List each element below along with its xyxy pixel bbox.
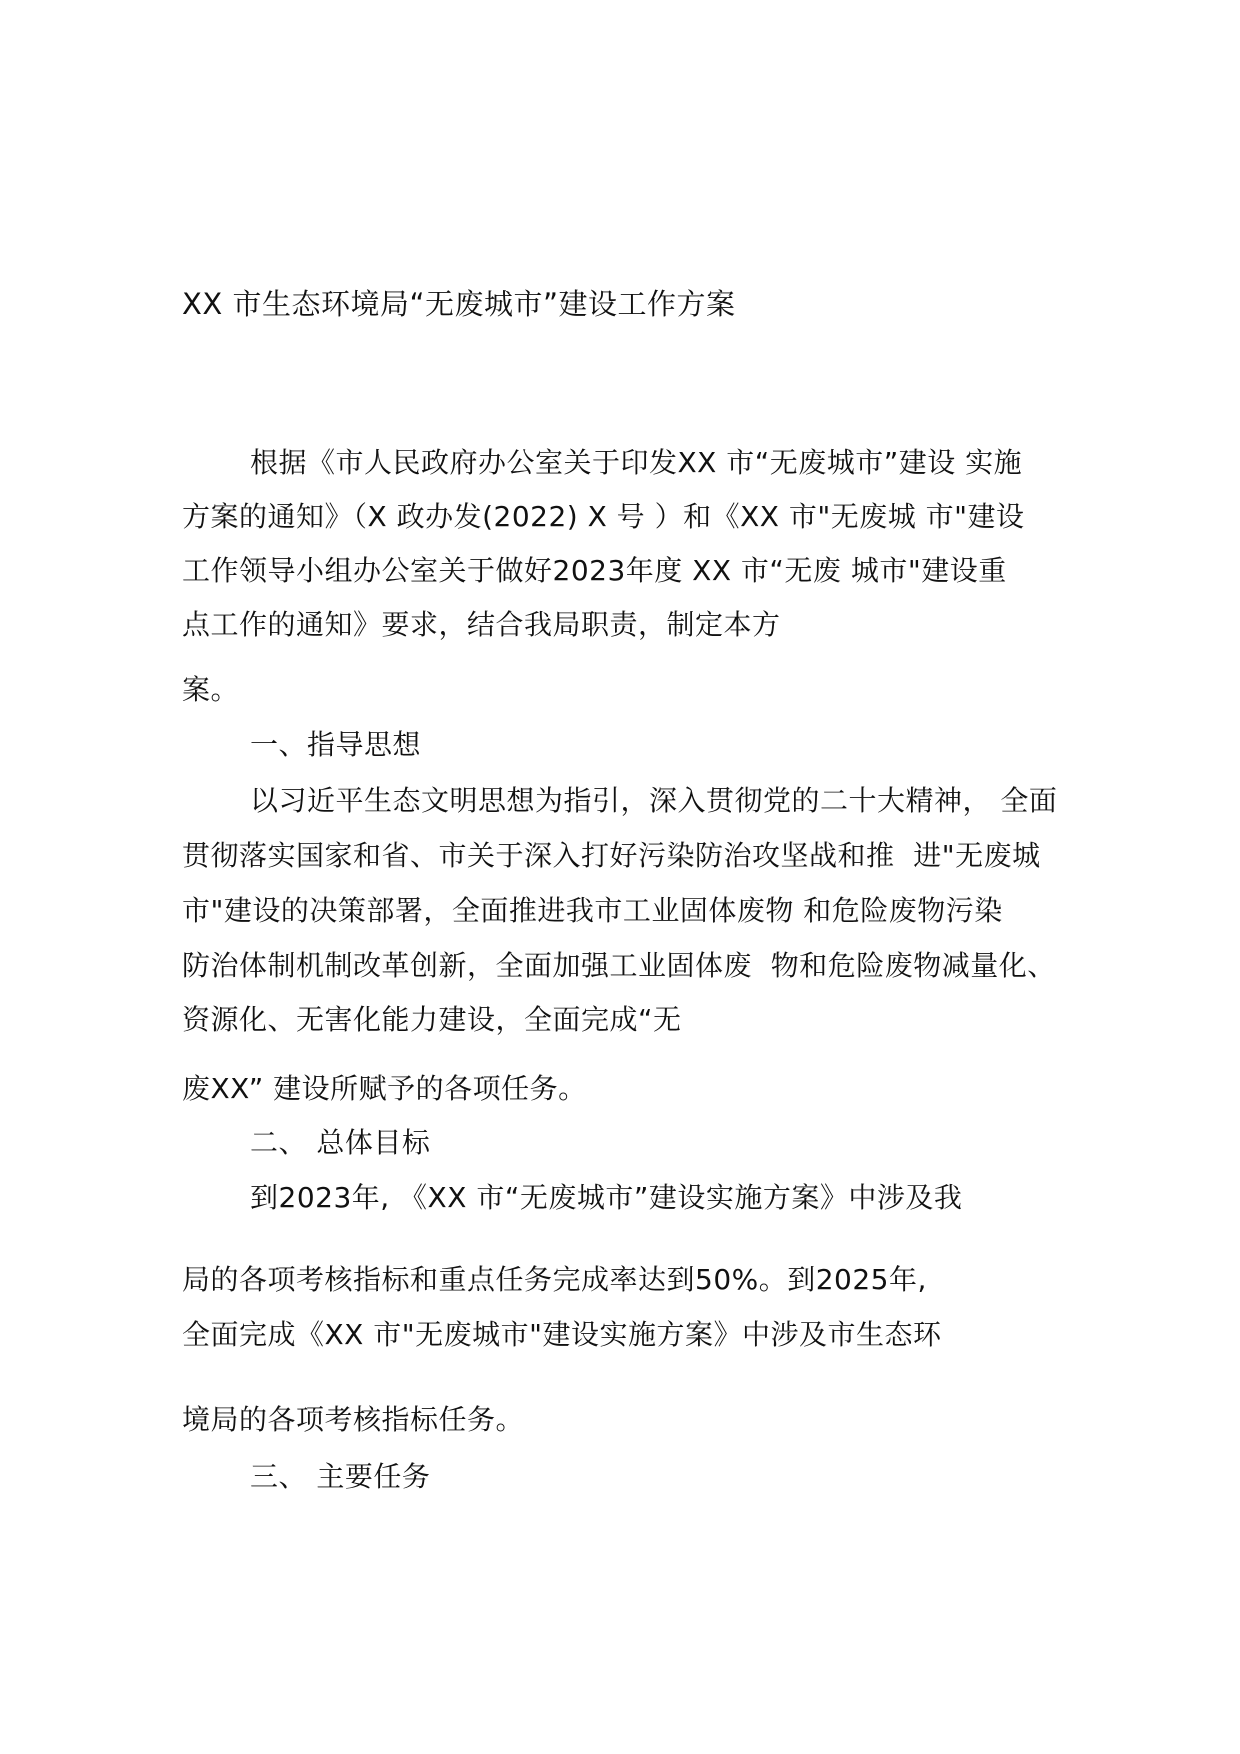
intro-line-2: 方案的通知》（X 政办发(2022) X 号 ）和《XX 市"无废城 市"建设 — [182, 500, 1025, 533]
section2-line-1: 到2023年, 《XX 市“无废城市”建设实施方案》中涉及我 — [250, 1181, 963, 1214]
section1-line-3: 市"建设的决策部署，全面推进我市工业固体废物 和危险废物污染 — [182, 894, 1003, 927]
intro-line-3: 工作领导小组办公室关于做好2023年度 XX 市“无废 城市"建设重 — [182, 554, 1007, 587]
intro-line-1: 根据《市人民政府办公室关于印发XX 市“无废城市”建设 实施 — [250, 446, 1023, 479]
section2-line-4: 境局的各项考核指标任务。 — [182, 1403, 525, 1436]
section1-line-6: 废XX” 建设所赋予的各项任务。 — [182, 1072, 587, 1105]
section2-heading: 二、 总体目标 — [250, 1126, 431, 1159]
intro-line-5: 案。 — [182, 673, 240, 706]
section1-line-4: 防治体制机制改革创新，全面加强工业固体废 物和危险废物减量化、 — [182, 949, 1056, 982]
section1-line-2: 贯彻落实国家和省、市关于深入打好污染防治攻坚战和推 进"无废城 — [182, 839, 1041, 872]
section2-line-2: 局的各项考核指标和重点任务完成率达到50%。到2025年, — [182, 1263, 927, 1296]
section1-line-1: 以习近平生态文明思想为指引，深入贯彻党的二十大精神， 全面 — [250, 784, 1058, 817]
section1-heading: 一、指导思想 — [250, 728, 422, 761]
section3-heading: 三、 主要任务 — [250, 1460, 431, 1493]
document-title: XX 市生态环境局“无废城市”建设工作方案 — [182, 287, 736, 321]
section1-line-5: 资源化、无害化能力建设，全面完成“无 — [182, 1003, 682, 1036]
section2-line-3: 全面完成《XX 市"无废城市"建设实施方案》中涉及市生态环 — [182, 1318, 942, 1351]
intro-line-4: 点工作的通知》要求，结合我局职责，制定本方 — [182, 608, 781, 641]
